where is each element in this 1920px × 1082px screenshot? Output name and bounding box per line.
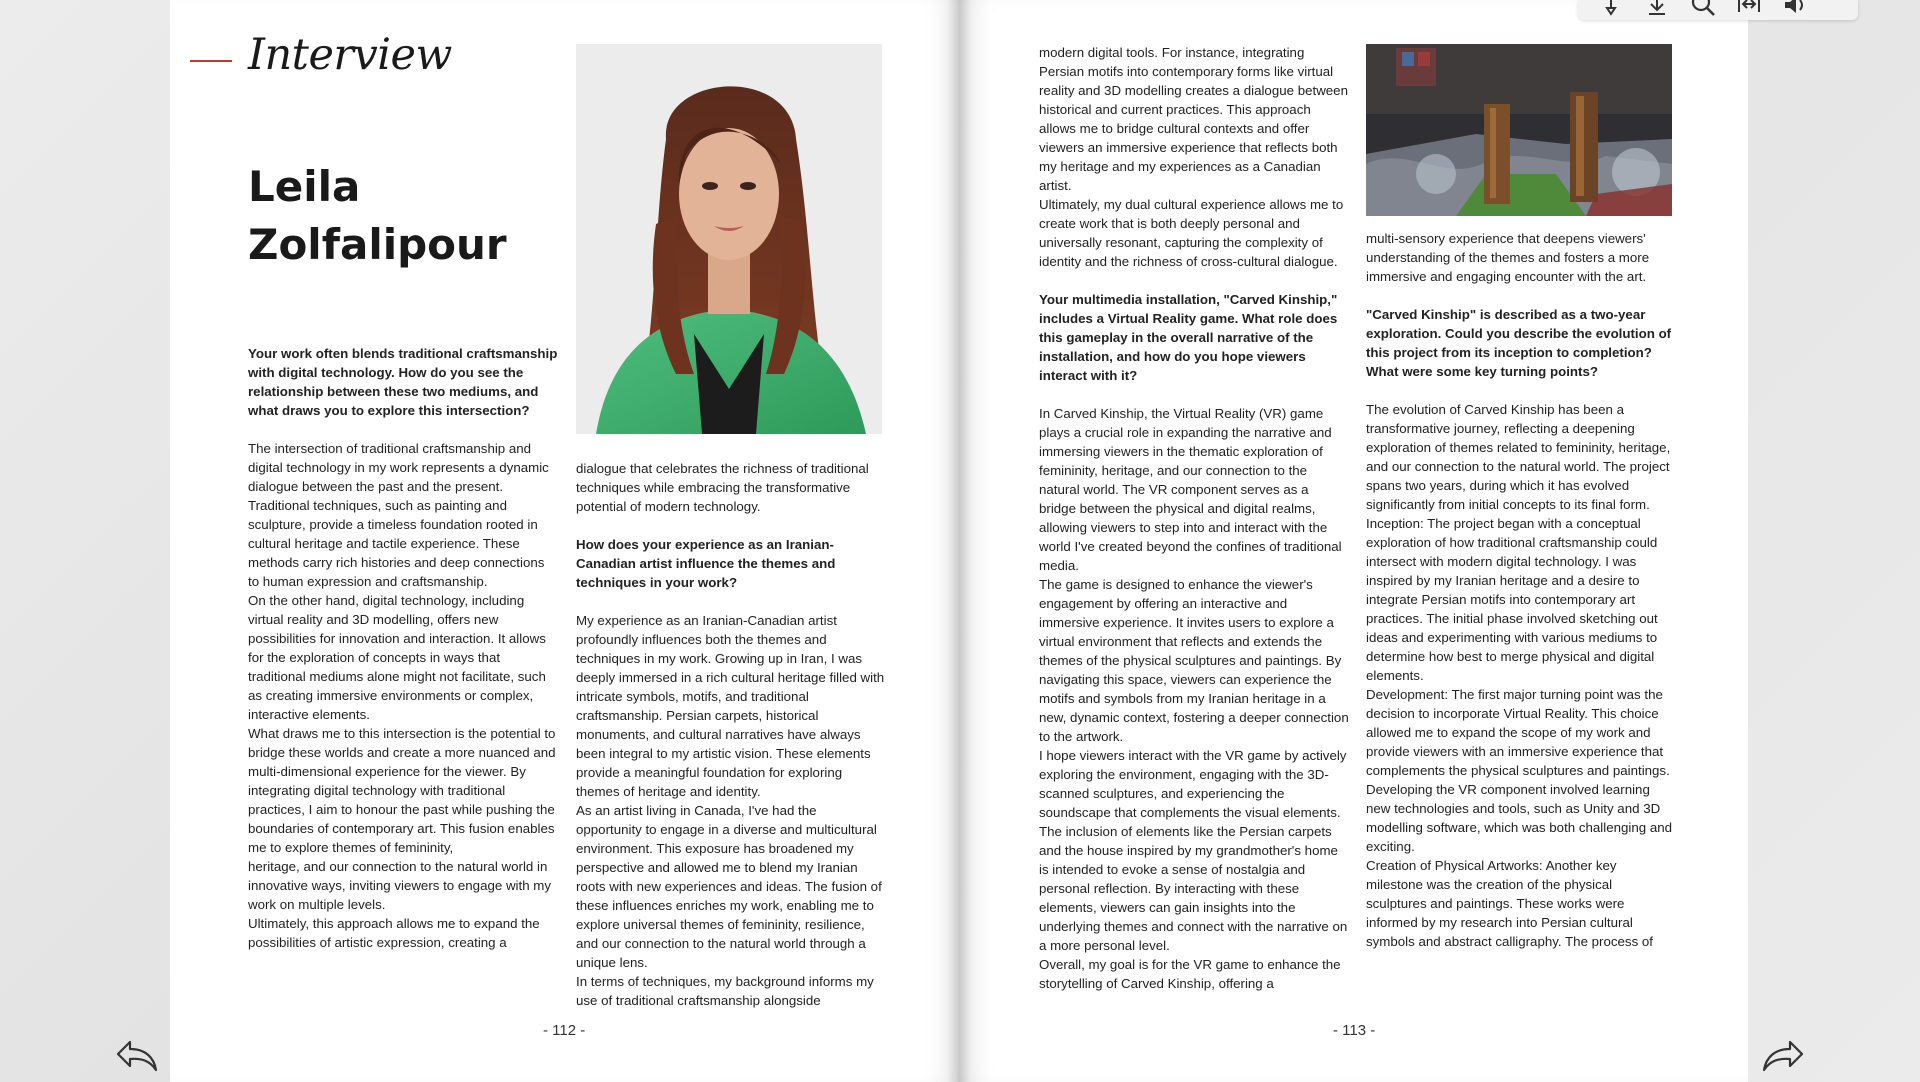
interview-question: "Carved Kinship" is described as a two-year exploration. Could you describe the evolution of this project from its inception to completion? What were some key turning points?: [1366, 307, 1672, 379]
download-icon[interactable]: [1644, 0, 1670, 18]
author-name: [248, 158, 507, 274]
paragraph-spacer: [1039, 271, 1349, 290]
section-accent-line: [190, 60, 232, 62]
previous-page-button[interactable]: [114, 1036, 160, 1076]
interview-answer-paragraph: As an artist living in Canada, I've had the opportunity to engage in a diverse and multicultural environment. This exposure has broadened my perspective and allowed me to blend my Iranian roots with new experiences and ideas. The fusion of these influences enriches my work, enabling me to explore universal themes of femininity, resilience, and our connection to the natural world through a unique lens.: [576, 803, 882, 970]
pen-icon[interactable]: [1598, 0, 1624, 18]
interview-answer-paragraph: multi-sensory experience that deepens viewers' understanding of the themes and fosters a more immersive and engaging encounter with the art.: [1366, 231, 1650, 284]
paragraph-spacer: [1366, 381, 1676, 400]
left-column-2: [576, 459, 886, 1010]
next-page-button[interactable]: [1760, 1036, 1806, 1076]
interview-answer-paragraph: Ultimately, this approach allows me to expand the possibilities of artistic expression, creating a: [248, 916, 540, 950]
interview-answer-paragraph: heritage, and our connection to the natural world in innovative ways, inviting viewers to engage with my work on multiple levels.: [248, 859, 552, 912]
section-title: Interview: [248, 30, 452, 80]
interview-answer-paragraph: What draws me to this intersection is the potential to bridge these worlds and create a more nuanced and multi-dimensional experience for the viewer. By integrating digital technology with traditional practices, I aim to honour the past while pushing the boundaries of contemporary art. This fusion enables me to explore themes of femininity,: [248, 726, 556, 855]
interview-answer-paragraph: Inception: The project began with a conceptual exploration of how traditional craftsmanship could intersect with modern digital technology. I was inspired by my Iranian heritage and a desire to integrate Persian motifs into contemporary art practices. The initial phase involved sketching out ideas and experimenting with various mediums to determine how best to merge physical and digital elements.: [1366, 516, 1658, 683]
interview-question: Your multimedia installation, "Carved Kinship," includes a Virtual Reality game. What role does this gameplay in the overall narrative of the installation, and how do you hope viewers interact with it?: [1039, 292, 1338, 383]
paragraph-spacer: [1039, 385, 1349, 404]
interview-answer-paragraph: The evolution of Carved Kinship has been a transformative journey, reflecting a deepening exploration of themes related to femininity, heritage, and our connection to the natural world. The project spans two years, during which it has evolved significantly from initial concepts to its final form.: [1366, 402, 1671, 512]
interview-answer-paragraph: The game is designed to enhance the viewer's engagement by offering an interactive and immersive experience. It invites users to explore a virtual environment that reflects and extends the themes of the physical sculptures and paintings. By navigating this space, viewers can experience the motifs and symbols from my Iranian heritage in a new, dynamic context, fostering a deeper connection to the artwork.: [1039, 577, 1349, 744]
interview-answer-paragraph: Development: The first major turning point was the decision to incorporate Virtual Reality. This choice allowed me to expand the scope of my work and provide viewers with an immersive experience that complements the physical sculptures and paintings. Developing the VR component involved learning new technologies and tools, such as Unity and 3D modelling software, which was both challenging and exciting.: [1366, 687, 1673, 854]
vr-installation-image: [1366, 44, 1672, 216]
paragraph-spacer: [576, 516, 886, 535]
interview-answer-paragraph: Ultimately, my dual cultural experience allows me to create work that is both deeply personal and universally resonant, capturing the complexity of identity and the richness of cross-cultural dialogue.: [1039, 197, 1344, 269]
left-column-1: [248, 344, 558, 952]
search-icon[interactable]: [1690, 0, 1716, 18]
book-spine: [947, 0, 971, 1082]
paragraph-spacer: [248, 420, 558, 439]
right-column-1: [1039, 43, 1349, 993]
interview-answer-paragraph: In Carved Kinship, the Virtual Reality (VR) game plays a crucial role in expanding the narrative and immersing viewers in the thematic exploration of femininity, heritage, and our connection to the natural world. The VR component serves as a bridge between the physical and digital realms, allowing viewers to step into and interact with the world I've created beyond the confines of traditional media.: [1039, 406, 1342, 573]
page-number-left: - 112 -: [543, 1022, 586, 1039]
interview-answer-paragraph: The intersection of traditional craftsmanship and digital technology in my work represents a dynamic dialogue between the past and the present. Traditional techniques, such as painting and sculpture, provide a timeless foundation rooted in cultural heritage and tactile experience. These methods carry rich histories and deep connections to human expression and craftsmanship.: [248, 441, 549, 589]
back-arrow-icon: [114, 1036, 160, 1076]
interview-question: Your work often blends traditional craftsmanship with digital technology. How do you see the relationship between these two mediums, and what draws you to explore this intersection?: [248, 346, 558, 418]
author-portrait: [576, 44, 882, 434]
paragraph-spacer: [576, 592, 886, 611]
viewer-toolbar: [1578, 0, 1858, 20]
interview-answer-paragraph: I hope viewers interact with the VR game by actively exploring the environment, engaging with the 3D-scanned sculptures, and experiencing the soundscape that complements the visual elements. The inclusion of elements like the Persian carpets and the house inspired by my grandmother's home is intended to evoke a sense of nostalgia and personal reflection. By interacting with these elements, viewers can gain insights into the underlying themes and connect with the narrative on a more personal level.: [1039, 748, 1348, 953]
interview-answer-paragraph: In terms of techniques, my background informs my use of traditional craftsmanship alongside: [576, 974, 874, 1008]
paragraph-spacer: [1366, 286, 1676, 305]
author-last-name: Zolfalipour: [248, 220, 507, 269]
interview-answer-paragraph: On the other hand, digital technology, including virtual reality and 3D modelling, offers new possibilities for innovation and interaction. It allows for the exploration of concepts in ways that traditional mediums alone might not facilitate, such as creating immersive environments or complex, interactive elements.: [248, 593, 546, 722]
forward-arrow-icon: [1760, 1036, 1806, 1076]
page-number-right: - 113 -: [1333, 1022, 1376, 1039]
interview-answer-paragraph: My experience as an Iranian-Canadian artist profoundly influences both the themes and techniques in my work. Growing up in Iran, I was deeply immersed in a rich cultural heritage filled with intricate symbols, motifs, and traditional craftsmanship. Persian carpets, historical monuments, and cultural narratives have always been integral to my artistic vision. These elements provide a meaningful foundation for exploring themes of heritage and identity.: [576, 613, 885, 799]
interview-answer-paragraph: Creation of Physical Artworks: Another key milestone was the creation of the physical sculptures and paintings. These works were informed by my research into Persian cultural symbols and abstract calligraphy. The process of: [1366, 858, 1654, 949]
right-column-2: [1366, 229, 1676, 951]
fit-icon[interactable]: [1736, 0, 1762, 18]
interview-answer-paragraph: Overall, my goal is for the VR game to enhance the storytelling of Carved Kinship, offering a: [1039, 957, 1341, 991]
sound-icon[interactable]: [1782, 0, 1808, 18]
interview-answer-paragraph: modern digital tools. For instance, integrating Persian motifs into contemporary forms like virtual reality and 3D modelling creates a dialogue between historical and current practices. This approach allows me to bridge cultural contexts and offer viewers an immersive experience that reflects both my heritage and my experiences as a Canadian artist.: [1039, 45, 1348, 193]
interview-question: How does your experience as an Iranian-Canadian artist influence the themes and techniques in your work?: [576, 537, 836, 590]
author-first-name: Leila: [248, 162, 361, 211]
interview-answer-paragraph: dialogue that celebrates the richness of traditional techniques while embracing the transformative potential of modern technology.: [576, 461, 869, 514]
